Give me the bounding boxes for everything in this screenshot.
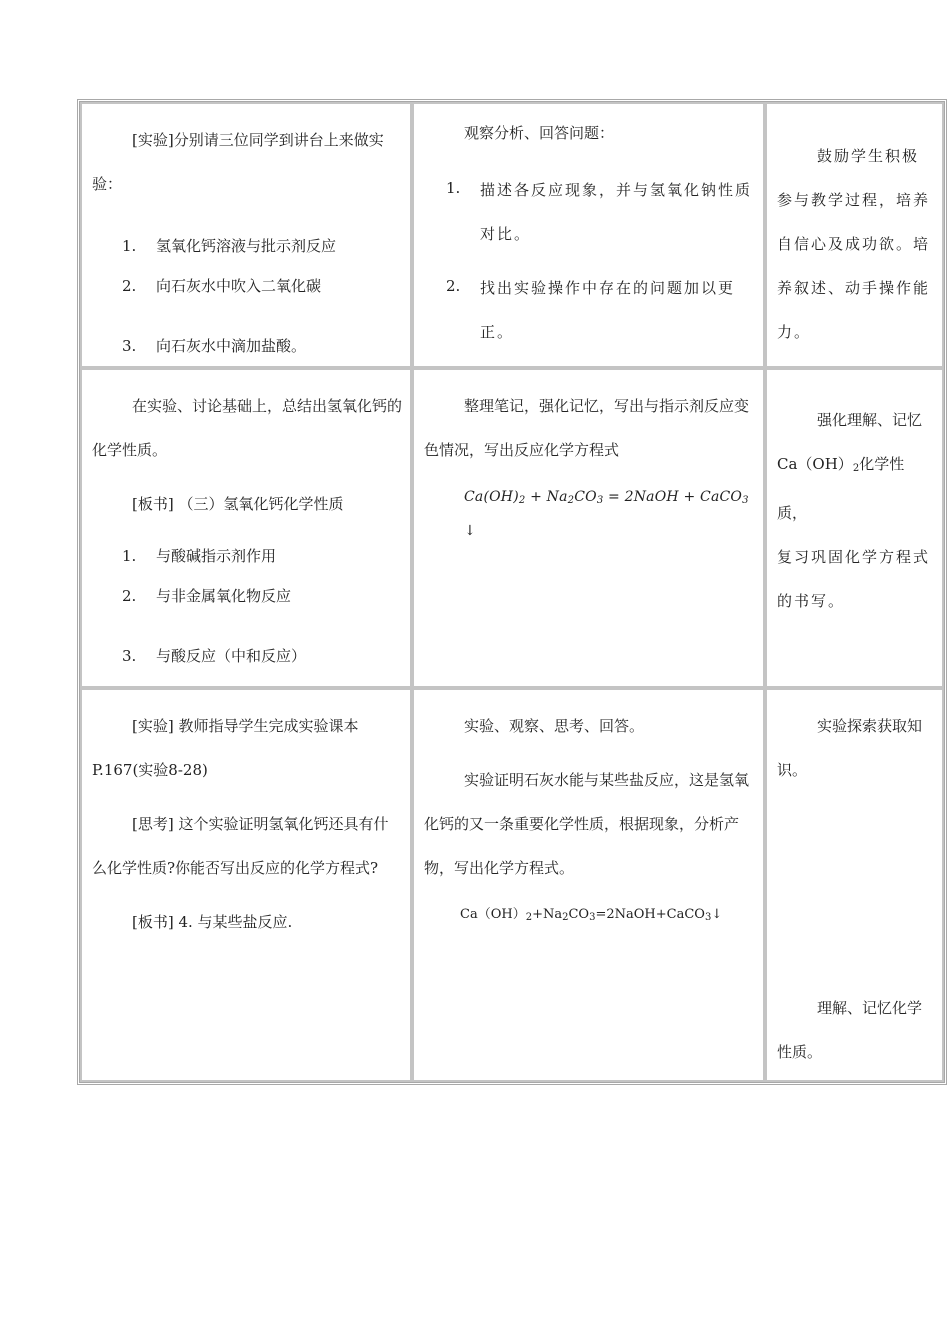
chemical-equation: $Ca(OH)_2 + Na_2CO_3$ = 2NaOH + CaCO$_3$ ↓: [464, 489, 749, 539]
list-item: 3. 与酸反应（中和反应）: [122, 647, 307, 665]
student-response: 实验、观察、思考、回答。: [464, 717, 645, 735]
intent-line-3: 复习巩固化学方程式的书写。: [777, 548, 931, 610]
think-text: [思考] 这个实验证明氢氧化钙还具有什么化学性质?你能否写出反应的化学方程式?: [92, 815, 389, 877]
intent-text: 鼓励学生积极参与教学过程，培养自信心及成功欲。培养叙述、动手操作能力。: [777, 147, 931, 341]
row2-intent-cell: [765, 368, 944, 688]
lesson-plan-table: [77, 99, 947, 1085]
student-intro: 观察分析、回答问题：: [464, 124, 615, 142]
row1-teacher-cell: [80, 102, 412, 368]
row2-student-cell: [412, 368, 765, 688]
list-item: 3. 向石灰水中滴加盐酸。: [122, 337, 307, 355]
summary-text: 在实验、讨论基础上，总结出氢氧化钙的化学性质。: [92, 397, 403, 459]
experiment-text: [实验] 教师指导学生完成实验课本P.167(实验8-28): [92, 717, 359, 779]
notes-text: 整理笔记，强化记忆，写出与指示剂反应变色情况，写出反应化学方程式: [424, 397, 750, 459]
experiment-intro: [实验]分别请三位同学到讲台上来做实验：: [92, 131, 384, 193]
intent-line-2: $Ca(OH)_2$化学性质，: [777, 455, 905, 522]
list-item: 2. 与非金属氧化物反应: [122, 587, 292, 605]
intent-text-1: 实验探索获取知识。: [777, 717, 923, 779]
list-item: 1. 与酸碱指示剂作用: [122, 547, 277, 565]
row1-student-cell: [412, 102, 765, 368]
row3-teacher-cell: [80, 688, 412, 1082]
row3-intent-cell: [765, 688, 944, 1082]
row2-teacher-cell: [80, 368, 412, 688]
board-item: [板书] 4. 与某些盐反应.: [132, 913, 293, 931]
conclusion-text: 实验证明石灰水能与某些盐反应，这是氢氧化钙的又一条重要化学性质，根据现象，分析产物，写出化学方程式。: [424, 771, 750, 877]
board-heading: [板书] （三）氢氧化钙化学性质: [132, 495, 344, 513]
intent-line-1: 强化理解、记忆: [817, 411, 923, 429]
chemical-equation: $Ca(OH)_2+Na_2CO_3=2NaOH+CaCO_3↓$: [460, 907, 723, 923]
list-item: 1. 氢氧化钙溶液与批示剂反应: [122, 237, 337, 255]
list-item: 2. 找出实验操作中存在的问题加以更正。: [446, 277, 736, 341]
row1-intent-cell: [765, 102, 944, 368]
intent-text-2: 理解、记忆化学性质。: [777, 999, 923, 1061]
list-item: 2. 向石灰水中吹入二氧化碳: [122, 277, 322, 295]
row3-student-cell: [412, 688, 765, 1082]
list-item: 1. 描述各反应现象，并与氢氧化钠性质对比。: [446, 179, 753, 243]
